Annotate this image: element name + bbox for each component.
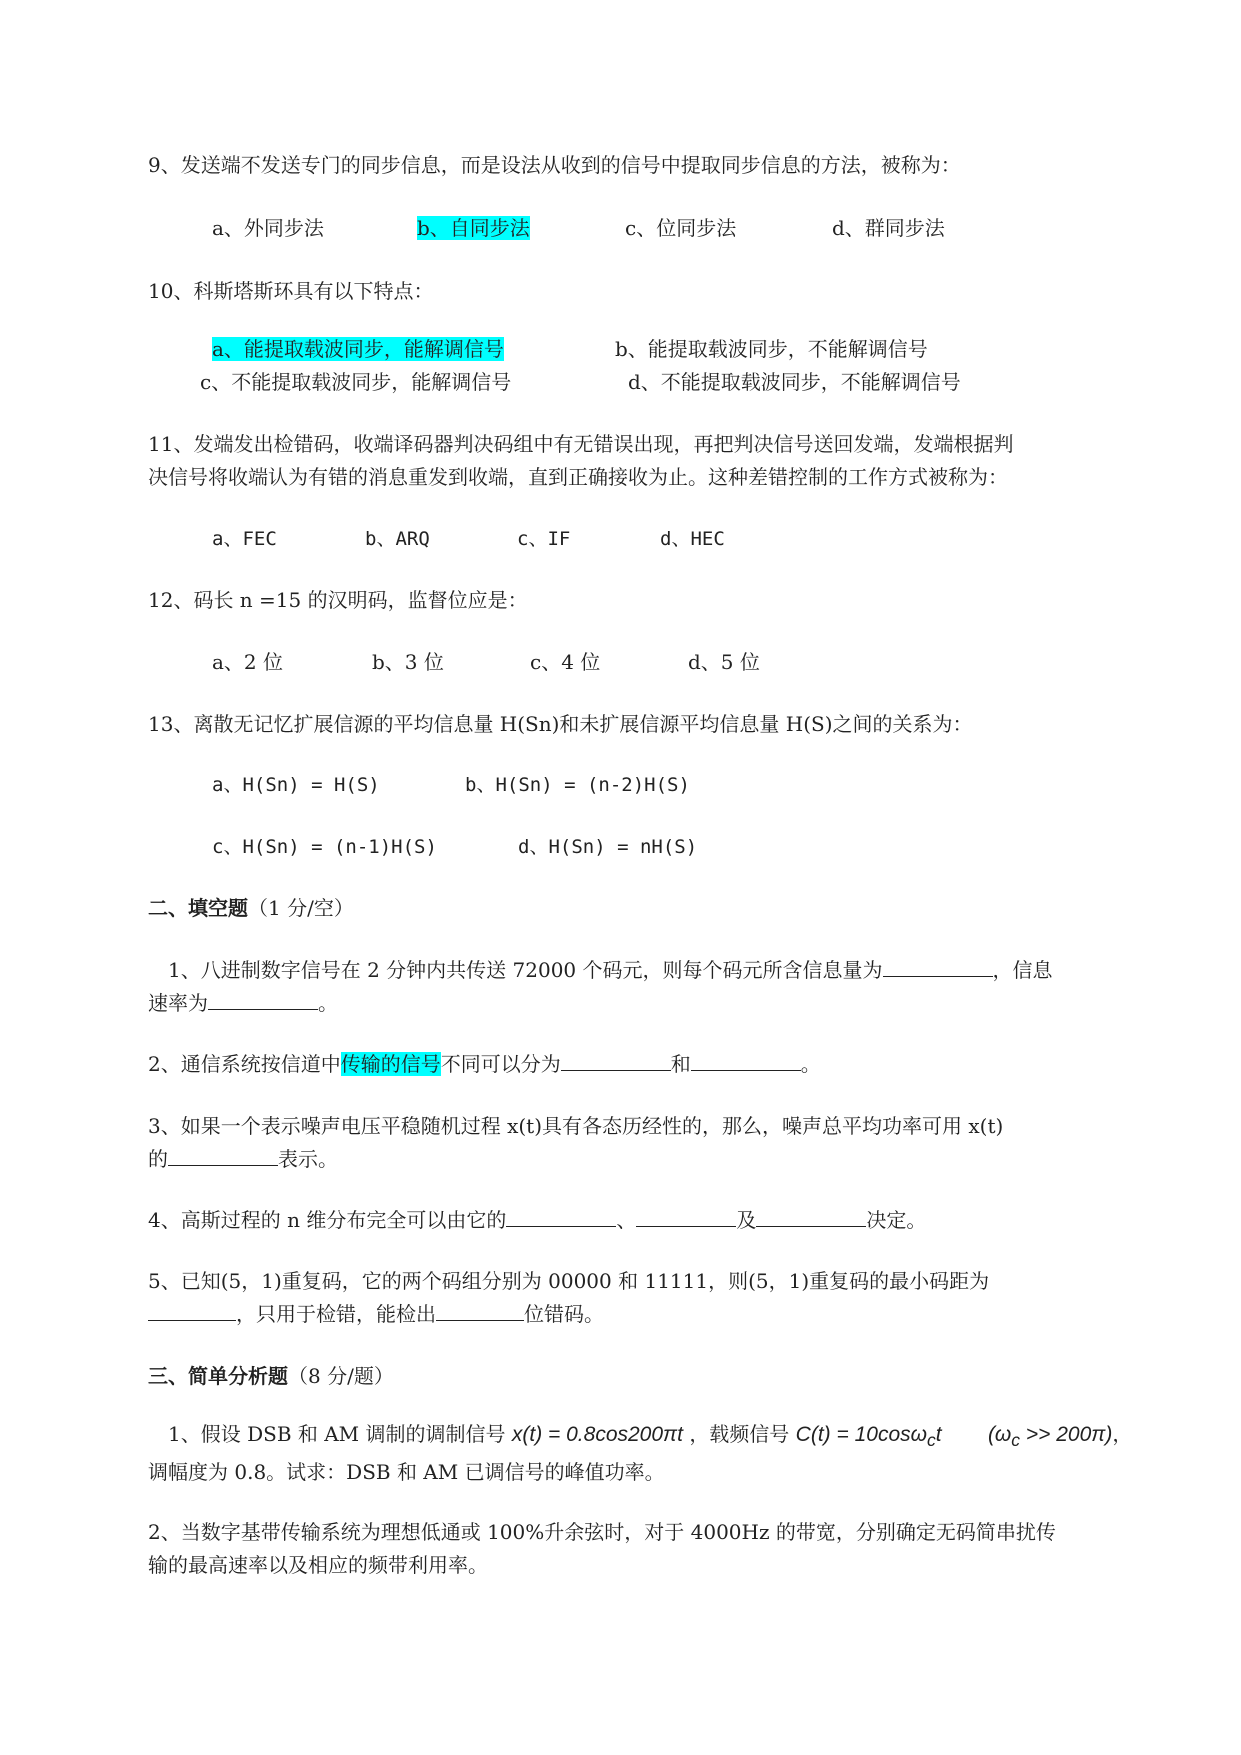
carrier-formula-sub: c	[926, 1430, 936, 1451]
fill1-blank1[interactable]	[883, 958, 993, 977]
condition-formula-sub: c	[1011, 1430, 1021, 1451]
fill2-end: 。	[800, 1052, 821, 1076]
fill1-text-mid: ，信息	[992, 958, 1053, 982]
fill1-end: 。	[318, 991, 338, 1015]
fill3-line2	[148, 1147, 338, 1171]
fill5-blank1[interactable]	[148, 1302, 236, 1321]
q10-option-d[interactable]: d、不能提取载波同步，不能解调信号	[628, 370, 961, 394]
fill5-end: 位错码。	[524, 1302, 604, 1326]
fill3-blank[interactable]	[168, 1147, 278, 1166]
fill4-sep2: 及	[736, 1208, 757, 1232]
section3-title: 三、简单分析题	[148, 1364, 288, 1388]
q11-option-a[interactable]: a、FEC	[212, 528, 277, 550]
q11-option-d[interactable]: d、HEC	[660, 528, 725, 550]
fill4-line	[148, 1208, 926, 1232]
section2-title: 二、填空题	[148, 896, 248, 920]
section3-heading	[148, 1364, 394, 1388]
q10-option-a[interactable]: a、能提取载波同步，能解调信号	[212, 337, 504, 361]
q11-stem-line1: 11、发端发出检错码，收端译码器判决码组中有无错误出现，再把判决信号送回发端，发端根据判	[148, 432, 1014, 456]
q11-stem-line2: 决信号将收端认为有错的消息重发到收端，直到正确接收为止。这种差错控制的工作方式被称为：	[148, 465, 1008, 489]
fill4-sep1: 、	[616, 1208, 637, 1232]
fill1-text: 1、八进制数字信号在 2 分钟内共传送 72000 个码元，则每个码元所含信息量为	[168, 958, 883, 982]
section2-note: （1 分/空）	[248, 896, 354, 920]
fill2-text-mid: 不同可以分为	[440, 1052, 561, 1076]
fill4-blank2[interactable]	[636, 1208, 736, 1227]
q13-option-d[interactable]: d、H(Sn) = nH(S)	[518, 836, 698, 858]
fill3-line1: 3、如果一个表示噪声电压平稳随机过程 x(t)具有各态历经性的，那么，噪声总平均功率可用 x(t)	[148, 1114, 1004, 1138]
q12-option-a[interactable]: a、2 位	[212, 650, 284, 674]
carrier-formula-t: t	[935, 1423, 942, 1446]
q12-option-c[interactable]: c、4 位	[530, 650, 601, 674]
condition-formula	[987, 1423, 1113, 1451]
fill4-text: 4、高斯过程的 n 维分布完全可以由它的	[148, 1208, 507, 1232]
fill2-blank2[interactable]	[691, 1052, 801, 1071]
q12-stem: 12、码长 n =15 的汉明码，监督位应是：	[148, 588, 528, 612]
q13-option-a[interactable]: a、H(Sn) = H(S)	[212, 774, 380, 796]
fill5-text: ，只用于检错，能检出	[236, 1302, 436, 1326]
section3-note: （8 分/题）	[288, 1364, 394, 1388]
q9-option-c[interactable]: c、位同步法	[625, 216, 737, 240]
analysis2-line1: 2、当数字基带传输系统为理想低通或 100%升余弦时，对于 4000Hz 的带宽，分别确定无码简串扰传	[148, 1520, 1056, 1544]
carrier-formula-main: C(t) = 10cosω	[795, 1423, 927, 1446]
q10-option-c[interactable]: c、不能提取载波同步，能解调信号	[200, 370, 512, 394]
analysis1-text: 1、假设 DSB 和 AM 调制的调制信号	[168, 1422, 506, 1446]
q9-option-d[interactable]: d、群同步法	[832, 216, 945, 240]
fill2-blank1[interactable]	[561, 1052, 671, 1071]
section2-heading	[148, 896, 354, 920]
fill4-end: 决定。	[866, 1208, 927, 1232]
fill4-blank3[interactable]	[756, 1208, 866, 1227]
q13-option-c[interactable]: c、H(Sn) = (n-1)H(S)	[212, 836, 437, 858]
fill2-highlight: 传输的信号	[340, 1052, 441, 1076]
fill3-text: 的	[148, 1147, 168, 1171]
q13-stem: 13、离散无记忆扩展信源的平均信息量 H(Sn)和未扩展信源平均信息量 H(S)之间的关系为：	[148, 712, 973, 736]
q13-option-b[interactable]: b、H(Sn) = (n-2)H(S)	[465, 774, 690, 796]
q11-option-b[interactable]: b、ARQ	[365, 528, 430, 550]
q10-option-b[interactable]: b、能提取载波同步，不能解调信号	[615, 337, 928, 361]
fill5-line1: 5、已知(5，1)重复码，它的两个码组分别为 00000 和 11111，则(5，1)重复码的最小码距为	[148, 1269, 990, 1293]
fill2-text: 2、通信系统按信道中	[148, 1052, 341, 1076]
condition-formula-rest: >> 200π)	[1020, 1423, 1113, 1446]
fill3-end: 表示。	[278, 1147, 338, 1171]
fill1-line1	[168, 958, 1053, 982]
fill1-blank2[interactable]	[208, 991, 318, 1010]
carrier-signal-formula	[795, 1423, 942, 1451]
q11-option-c[interactable]: c、IF	[517, 528, 571, 550]
q12-option-b[interactable]: b、3 位	[372, 650, 444, 674]
fill2-and: 和	[670, 1052, 691, 1076]
fill2-line	[148, 1052, 821, 1076]
condition-formula-main: (ω	[987, 1423, 1012, 1446]
modulating-signal-formula: x(t) = 0.8cos200πt	[511, 1423, 683, 1446]
fill5-line2	[148, 1302, 604, 1326]
q9-option-b[interactable]: b、自同步法	[417, 216, 530, 240]
analysis1-comma: ，	[1112, 1422, 1133, 1446]
analysis1-line2: 调幅度为 0.8。试求：DSB 和 AM 已调信号的峰值功率。	[148, 1460, 665, 1484]
analysis1-text-mid: ，载频信号	[689, 1422, 790, 1446]
q9-stem: 9、发送端不发送专门的同步信息，而是设法从收到的信号中提取同步信息的方法，被称为：	[148, 153, 961, 177]
fill1-text2: 速率为	[148, 991, 208, 1015]
fill4-blank1[interactable]	[506, 1208, 616, 1227]
q10-stem: 10、科斯塔斯环具有以下特点：	[148, 279, 434, 303]
fill1-line2	[148, 991, 338, 1015]
analysis2-line2: 输的最高速率以及相应的频带利用率。	[148, 1553, 488, 1577]
fill5-blank2[interactable]	[436, 1302, 524, 1321]
q12-option-d[interactable]: d、5 位	[688, 650, 760, 674]
analysis1-line1	[168, 1422, 1132, 1452]
q9-option-a[interactable]: a、外同步法	[212, 216, 324, 240]
